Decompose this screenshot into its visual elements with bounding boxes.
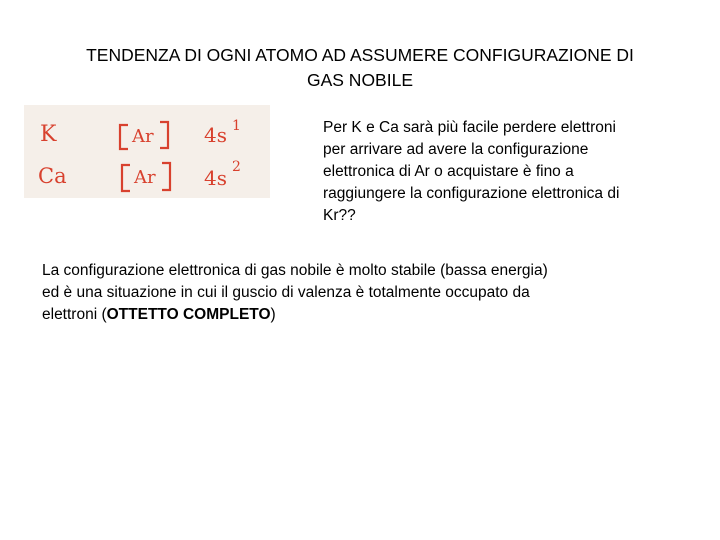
hw-exp-2: 2 — [232, 159, 241, 175]
body-paragraph — [42, 260, 682, 326]
hw-exp-1: 1 — [232, 118, 241, 134]
hw-core-1: Ar — [132, 126, 154, 147]
hw-bracket-close-2 — [162, 163, 170, 190]
body-line-2: ed è una situazione in cui il guscio di valenza è totalmente occupato da — [42, 284, 530, 301]
body-line-3-prefix: elettroni ( — [42, 306, 107, 323]
hw-shell-2: 4s — [204, 166, 227, 190]
handwritten-notes — [24, 105, 270, 198]
hw-element-k: K — [40, 122, 57, 147]
octet-emphasis: OTTETTO COMPLETO — [106, 306, 271, 323]
body-line-1: La configurazione elettronica di gas nobile è molto stabile (bassa energia) — [42, 262, 548, 279]
side-paragraph — [323, 117, 683, 227]
side-line: elettronica di Ar o acquistare è fino a — [323, 163, 574, 180]
body-line-3-suffix: ) — [270, 306, 276, 323]
hw-shell-1: 4s — [204, 123, 227, 147]
side-line: per arrivare ad avere la configurazione — [323, 141, 589, 158]
hw-element-ca: Ca — [38, 164, 67, 188]
slide-title — [30, 43, 690, 93]
hw-bracket-open-1 — [120, 125, 128, 149]
title-line-1: TENDENZA DI OGNI ATOMO AD ASSUMERE CONFIGURAZIONE DI — [86, 45, 634, 65]
handwritten-configuration-image — [24, 105, 270, 198]
hw-bracket-close-1 — [160, 122, 168, 148]
body-line-3 — [42, 304, 682, 326]
hw-core-2: Ar — [134, 167, 156, 188]
side-line: Per K e Ca sarà più facile perdere elettroni — [323, 119, 616, 136]
side-line: raggiungere la configurazione elettronica di — [323, 185, 620, 202]
title-line-2: GAS NOBILE — [306, 70, 413, 90]
side-line: Kr?? — [323, 207, 356, 224]
hw-bracket-open-2 — [122, 165, 130, 191]
